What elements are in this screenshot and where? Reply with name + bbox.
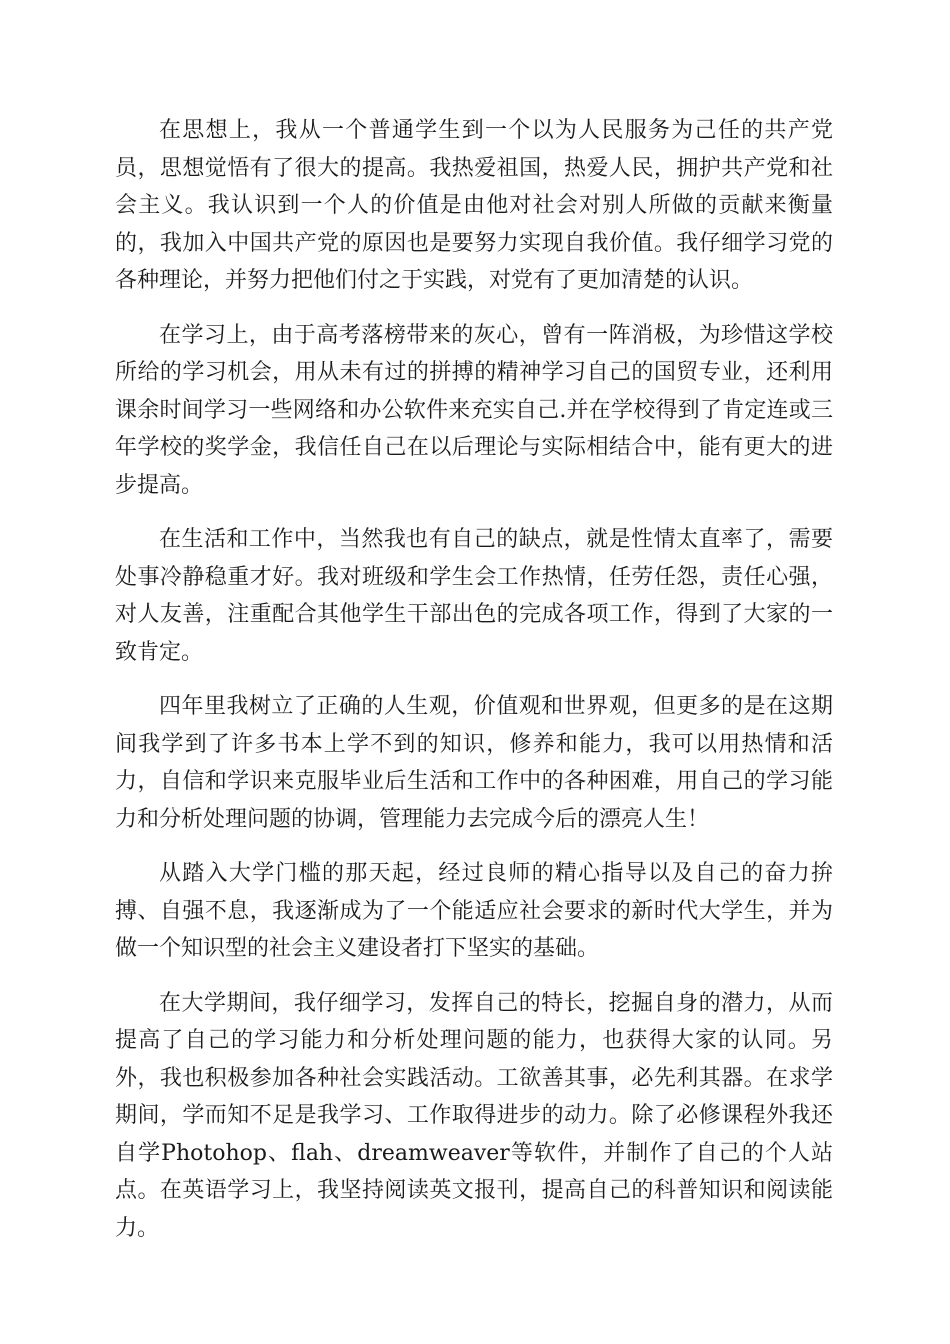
paragraph-life-work: 在生活和工作中，当然我也有自己的缺点，就是性情太直率了，需要处事冷静稳重才好。我对班级和学生会工作热情，任劳任怨，责任心强，对人友善，注重配合其他学生干部出色的完成各项工作，得到了大家的一致肯定。	[115, 527, 833, 665]
paragraph-university-period: 在大学期间，我仔细学习，发挥自己的特长，挖掘自身的潜力，从而提高了自己的学习能力和分析处理问题的能力，也获得大家的认同。另外，我也积极参加各种社会实践活动。工欲善其事，必先利其器。在求学期间，学而知不足是我学习、工作取得进步的动力。除了必修课程外我还自学Photohop、flah、dreamweaver等软件，并制作了自己的个人站点。在英语学习上，我坚持阅读英文报刊，提高自己的科普知识和阅读能力。	[115, 990, 833, 1241]
paragraph-university-start: 从踏入大学门槛的那天起，经过良师的精心指导以及自己的奋力拚搏、自强不息，我逐渐成为了一个能适应社会要求的新时代大学生，并为做一个知识型的社会主义建设者打下坚实的基础。	[115, 861, 833, 961]
document-body	[115, 112, 833, 1247]
paragraph-study: 在学习上，由于高考落榜带来的灰心，曾有一阵消极，为珍惜这学校所给的学习机会，用从未有过的拼搏的精神学习自己的国贸专业，还利用课余时间学习一些网络和办公软件来充实自己.并在学校得到了肯定连或三年学校的奖学金，我信任自己在以后理论与实际相结合中，能有更大的进步提高。	[115, 322, 833, 498]
paragraph-four-years: 四年里我树立了正确的人生观，价值观和世界观，但更多的是在这期间我学到了许多书本上学不到的知识，修养和能力，我可以用热情和活力，自信和学识来克服毕业后生活和工作中的各种困难，用自己的学习能力和分析处理问题的协调，管理能力去完成今后的漂亮人生！	[115, 694, 833, 832]
paragraph-ideology: 在思想上，我从一个普通学生到一个以为人民服务为己任的共产党员，思想觉悟有了很大的提高。我热爱祖国，热爱人民，拥护共产党和社会主义。我认识到一个人的价值是由他对社会对别人所做的贡献来衡量的，我加入中国共产党的原因也是要努力实现自我价值。我仔细学习党的各种理论，并努力把他们付之于实践，对党有了更加清楚的认识。	[115, 118, 833, 293]
